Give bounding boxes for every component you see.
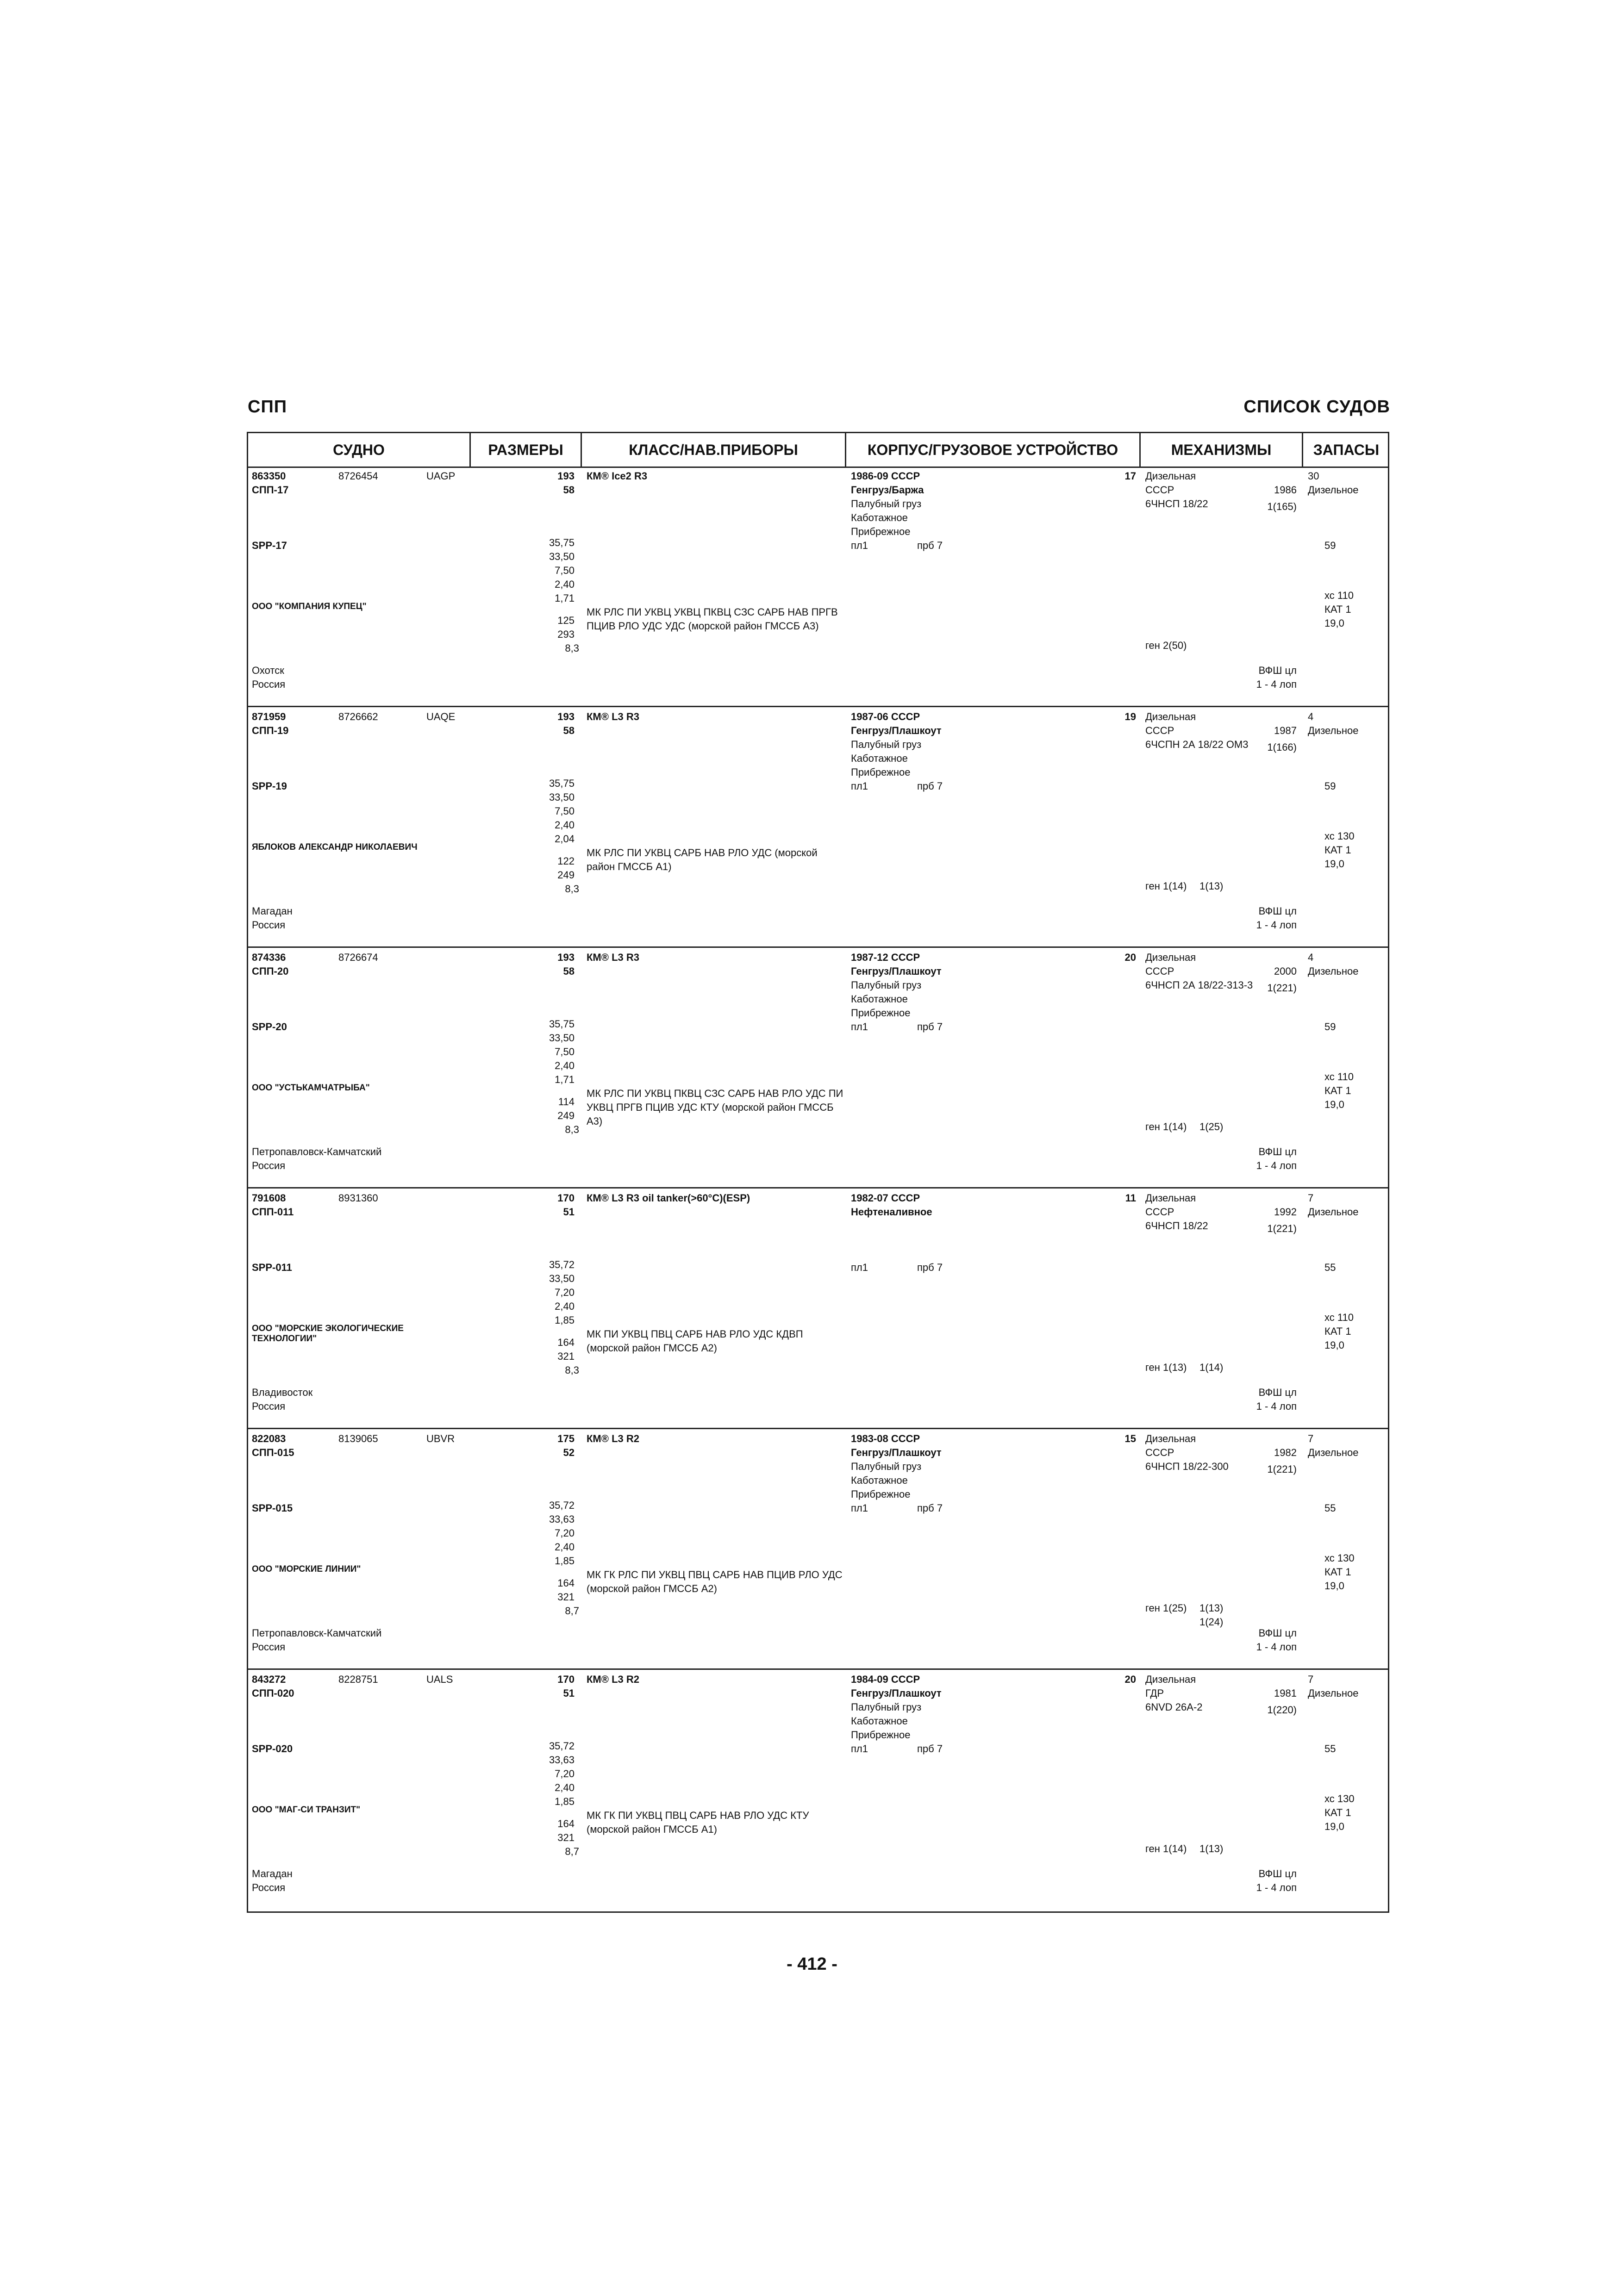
machinery-info: 6ЧНСП 18/22-300 [1145, 1461, 1229, 1472]
engine-count: 1(221) [1267, 982, 1297, 994]
col-header-dimensions: РАЗМЕРЫ [488, 442, 563, 458]
country: Россия [252, 1160, 286, 1171]
hull-info: 1983-08 СССР [851, 1433, 920, 1444]
ship-entry [248, 1188, 1388, 1429]
dimension-value: 1,71 [555, 1074, 575, 1085]
supplies-value: КАТ 1 [1324, 1807, 1351, 1818]
ship-entry [248, 1429, 1388, 1670]
dimension-value: 125 [557, 615, 575, 626]
hull-info: Каботажное [851, 753, 908, 764]
engine-count: 1(221) [1267, 1223, 1297, 1234]
propeller-blades: 1 - 4 лоп [1256, 1882, 1297, 1893]
dimension-value: 164 [557, 1577, 575, 1589]
supplies-value: хс 130 [1324, 830, 1355, 842]
fuel-type: Дизельное [1308, 965, 1359, 977]
supplies-value: 19,0 [1324, 617, 1344, 629]
ship-name-latin: SPP-011 [252, 1262, 292, 1273]
deck-info: прб 7 [917, 540, 943, 551]
dimension-value: 2,40 [555, 1541, 575, 1553]
dimension-value: 1,71 [555, 592, 575, 604]
class-notation: КМ® L3 R3 oil tanker(>60°C)(ESP) [587, 1192, 750, 1204]
dimension-value: 7,50 [555, 565, 575, 576]
imo-number: 8726662 [338, 711, 378, 722]
ship-name: СПП-19 [252, 725, 289, 736]
deck-info: пл1 [851, 780, 868, 792]
ship-name-latin: SPP-19 [252, 780, 287, 792]
imo-number: 8228751 [338, 1674, 378, 1685]
class-notation: КМ® L3 R2 [587, 1433, 639, 1444]
dimension-value: 35,75 [549, 778, 575, 789]
ship-owner: ООО "КОМПАНИЯ КУПЕЦ" [252, 602, 367, 611]
machinery-info: СССР [1145, 1206, 1174, 1218]
country: Россия [252, 919, 286, 931]
table-header [248, 433, 1388, 468]
dimension-value: 1,85 [555, 1314, 575, 1326]
dimension-value: 2,40 [555, 579, 575, 590]
dimension-value: 249 [557, 869, 575, 881]
machinery-info: 6NVD 26A-2 [1145, 1701, 1203, 1713]
hull-info: Каботажное [851, 1475, 908, 1486]
generator: ген 1(14) [1145, 1843, 1187, 1854]
supplies-value: 19,0 [1324, 1099, 1344, 1110]
registry-number: 871959 [252, 711, 286, 722]
registry-number: 874336 [252, 952, 286, 963]
hull-number: 17 [1124, 470, 1136, 482]
dimension-value: 7,50 [555, 1046, 575, 1058]
dimension-value: 164 [557, 1337, 575, 1348]
machinery-info: СССР [1145, 725, 1174, 736]
dimension-value: 8,7 [565, 1605, 579, 1617]
propeller-blades: 1 - 4 лоп [1256, 678, 1297, 690]
hull-info: Палубный груз [851, 498, 922, 510]
hull-info: Каботажное [851, 512, 908, 523]
machinery-info: Дизельная [1145, 952, 1196, 963]
country: Россия [252, 1882, 286, 1893]
hull-info: Прибрежное [851, 1488, 911, 1500]
home-port: Охотск [252, 665, 284, 676]
propeller-blades: 1 - 4 лоп [1256, 1400, 1297, 1412]
ship-owner: ООО "МАГ-СИ ТРАНЗИТ" [252, 1805, 361, 1815]
engine-count: 1(220) [1267, 1704, 1297, 1716]
hull-info: 1984-09 СССР [851, 1674, 920, 1685]
ship-name: СПП-011 [252, 1206, 294, 1218]
dimension-value: 35,72 [549, 1500, 575, 1511]
supplies-value: КАТ 1 [1324, 844, 1351, 856]
page-header-left: СПП [248, 397, 287, 417]
registry-number: 822083 [252, 1433, 286, 1444]
net-tonnage: 58 [563, 965, 575, 977]
hull-info: Прибрежное [851, 766, 911, 778]
supplies-value: 7 [1308, 1433, 1314, 1444]
ship-owner: ООО "УСТЬКАМЧАТРЫБА" [252, 1083, 370, 1093]
supplies-value: 4 [1308, 952, 1314, 963]
machinery-info: 6ЧСПН 2А 18/22 ОМ3 [1145, 739, 1249, 750]
supplies-value: 55 [1324, 1262, 1336, 1273]
engine-count: 1(166) [1267, 741, 1297, 753]
deck-info: прб 7 [917, 1743, 943, 1755]
generator: ген 1(25) [1145, 1602, 1187, 1614]
generator: 1(13) [1199, 1843, 1224, 1854]
supplies-value: КАТ 1 [1324, 1325, 1351, 1337]
dimension-value: 293 [557, 628, 575, 640]
dimension-value: 2,04 [555, 833, 575, 845]
fuel-type: Дизельное [1308, 1447, 1359, 1458]
supplies-value: 7 [1308, 1192, 1314, 1204]
dimension-value: 114 [558, 1096, 575, 1108]
engine-count: 1(165) [1267, 501, 1297, 512]
gross-tonnage: 170 [557, 1192, 575, 1204]
nav-equipment: МК ГК ПИ УКВЦ ПВЦ САРБ НАВ РЛО УДС КТУ (морской район ГМССБ А1) [587, 1810, 809, 1835]
dimension-value: 8,3 [565, 642, 579, 654]
generator: ген 1(13) [1145, 1362, 1187, 1373]
country: Россия [252, 1400, 286, 1412]
dimension-value: 2,40 [555, 819, 575, 831]
home-port: Петропавловск-Камчатский [252, 1627, 382, 1639]
col-header-hull: КОРПУС/ГРУЗОВОЕ УСТРОЙСТВО [867, 442, 1118, 458]
registry-number: 843272 [252, 1674, 286, 1685]
nav-equipment: МК ГК РЛС ПИ УКВЦ ПВЦ САРБ НАВ ПЦИВ РЛО УДС (морской район ГМССБ А2) [587, 1569, 843, 1594]
machinery-info: Дизельная [1145, 711, 1196, 722]
hull-info: Нефтеналивное [851, 1206, 932, 1218]
call-sign: UAQE [426, 711, 456, 722]
net-tonnage: 51 [563, 1206, 575, 1218]
ship-owner: ООО "МОРСКИЕ ЭКОЛОГИЧЕСКИЕ ТЕХНОЛОГИИ" [252, 1324, 404, 1344]
dimension-value: 8,3 [565, 1124, 579, 1135]
dimension-value: 7,20 [555, 1287, 575, 1298]
ship-name-latin: SPP-015 [252, 1502, 293, 1514]
net-tonnage: 51 [563, 1687, 575, 1699]
supplies-value: 19,0 [1324, 1339, 1344, 1351]
engine-year: 1982 [1274, 1447, 1297, 1458]
engine-year: 1981 [1274, 1687, 1297, 1699]
propeller: ВФШ цл [1258, 1868, 1297, 1879]
machinery-info: СССР [1145, 965, 1174, 977]
deck-info: пл1 [851, 1743, 868, 1755]
class-notation: КМ® L3 R2 [587, 1674, 639, 1685]
supplies-value: 19,0 [1324, 1821, 1344, 1832]
ship-owner: ООО "МОРСКИЕ ЛИНИИ" [252, 1564, 361, 1574]
hull-info: Каботажное [851, 993, 908, 1005]
hull-number: 20 [1124, 952, 1136, 963]
hull-number: 20 [1124, 1674, 1136, 1685]
country: Россия [252, 678, 286, 690]
generator: ген 1(14) [1145, 880, 1187, 892]
fuel-type: Дизельное [1308, 725, 1359, 736]
supplies-value: 30 [1308, 470, 1319, 482]
supplies-value: 19,0 [1324, 858, 1344, 870]
dimension-value: 2,40 [555, 1060, 575, 1071]
supplies-value: 19,0 [1324, 1580, 1344, 1592]
dimension-value: 249 [557, 1110, 575, 1121]
imo-number: 8726454 [338, 470, 378, 482]
hull-info: 1982-07 СССР [851, 1192, 920, 1204]
supplies-value: 4 [1308, 711, 1314, 722]
hull-info: Генгруз/Плашкоут [851, 1447, 942, 1458]
deck-info: прб 7 [917, 1502, 943, 1514]
machinery-info: Дизельная [1145, 1674, 1196, 1685]
propeller: ВФШ цл [1258, 665, 1297, 676]
deck-info: пл1 [851, 1262, 868, 1273]
call-sign: UALS [426, 1674, 453, 1685]
dimension-value: 8,3 [565, 883, 579, 895]
machinery-info: ГДР [1145, 1687, 1164, 1699]
machinery-info: СССР [1145, 484, 1174, 496]
nav-equipment: МК РЛС ПИ УКВЦ САРБ НАВ РЛО УДС (морской район ГМССБ А1) [587, 847, 818, 872]
propeller-blades: 1 - 4 лоп [1256, 919, 1297, 931]
home-port: Магадан [252, 905, 293, 917]
hull-number: 11 [1125, 1192, 1136, 1204]
machinery-info: 6ЧНСП 18/22 [1145, 1220, 1208, 1232]
deck-info: пл1 [851, 1021, 868, 1033]
nav-equipment: МК ПИ УКВЦ ПВЦ САРБ НАВ РЛО УДС КДВП (морской район ГМССБ А2) [587, 1328, 803, 1354]
dimension-value: 8,3 [565, 1364, 579, 1376]
supplies-value: КАТ 1 [1324, 1566, 1351, 1578]
dimension-value: 8,7 [565, 1846, 579, 1857]
net-tonnage: 58 [563, 484, 575, 496]
hull-info: 1987-12 СССР [851, 952, 920, 963]
home-port: Петропавловск-Камчатский [252, 1146, 382, 1157]
gross-tonnage: 193 [557, 952, 575, 963]
deck-info: пл1 [851, 540, 868, 551]
dimension-value: 321 [557, 1832, 575, 1843]
dimension-value: 33,50 [549, 1273, 575, 1284]
hull-info: Прибрежное [851, 1007, 911, 1019]
gross-tonnage: 193 [557, 470, 575, 482]
fuel-type: Дизельное [1308, 1687, 1359, 1699]
hull-info: Генгруз/Баржа [851, 484, 924, 496]
net-tonnage: 58 [563, 725, 575, 736]
ship-name-latin: SPP-17 [252, 540, 287, 551]
generator: 1(25) [1199, 1121, 1224, 1132]
generator: ген 1(14) [1145, 1121, 1187, 1132]
class-notation: КМ® L3 R3 [587, 952, 639, 963]
ship-entry [248, 1670, 1388, 1910]
col-header-supplies: ЗАПАСЫ [1313, 442, 1380, 458]
ship-name: СПП-020 [252, 1687, 294, 1699]
ships-table [247, 432, 1389, 1913]
imo-number: 8726674 [338, 952, 378, 963]
ship-owner: ЯБЛОКОВ АЛЕКСАНДР НИКОЛАЕВИЧ [252, 842, 418, 852]
supplies-value: КАТ 1 [1324, 604, 1351, 615]
supplies-value: хс 110 [1324, 1312, 1354, 1323]
machinery-info: Дизельная [1145, 1433, 1196, 1444]
machinery-info: Дизельная [1145, 470, 1196, 482]
hull-number: 15 [1124, 1433, 1136, 1444]
hull-info: Палубный груз [851, 739, 922, 750]
dimension-value: 1,85 [555, 1555, 575, 1567]
generator: 1(13) [1199, 1602, 1224, 1614]
gross-tonnage: 193 [557, 711, 575, 722]
col-header-ship: СУДНО [333, 442, 385, 458]
dimension-value: 35,75 [549, 1018, 575, 1030]
dimension-value: 7,20 [555, 1527, 575, 1539]
supplies-value: КАТ 1 [1324, 1085, 1351, 1096]
deck-info: прб 7 [917, 1021, 943, 1033]
dimension-value: 164 [557, 1818, 575, 1829]
generator: 1(24) [1199, 1616, 1224, 1628]
gross-tonnage: 175 [557, 1433, 575, 1444]
engine-year: 1987 [1274, 725, 1297, 736]
propeller: ВФШ цл [1258, 1387, 1297, 1398]
class-notation: КМ® L3 R3 [587, 711, 639, 722]
dimension-value: 35,72 [549, 1740, 575, 1752]
supplies-value: хс 130 [1324, 1552, 1355, 1564]
generator: ген 2(50) [1145, 640, 1187, 651]
ship-name: СПП-20 [252, 965, 289, 977]
propeller-blades: 1 - 4 лоп [1256, 1160, 1297, 1171]
page-header-right: СПИСОК СУДОВ [1243, 397, 1390, 417]
supplies-value: 7 [1308, 1674, 1314, 1685]
ship-entry [248, 467, 1388, 707]
dimension-value: 7,20 [555, 1768, 575, 1780]
ship-entry [248, 948, 1388, 1188]
machinery-info: СССР [1145, 1447, 1174, 1458]
hull-info: 1986-09 СССР [851, 470, 920, 482]
hull-info: Генгруз/Плашкоут [851, 1687, 942, 1699]
machinery-info: 6ЧНСП 18/22 [1145, 498, 1208, 510]
hull-info: Генгруз/Плашкоут [851, 965, 942, 977]
supplies-value: 59 [1324, 780, 1336, 792]
deck-info: прб 7 [917, 780, 943, 792]
nav-equipment: МК РЛС ПИ УКВЦ УКВЦ ПКВЦ СЗС САРБ НАВ ПРГВ ПЦИВ РЛО УДС УДС (морской район ГМССБ А3) [587, 606, 838, 632]
engine-year: 1992 [1274, 1206, 1297, 1218]
registry-number: 791608 [252, 1192, 286, 1204]
ship-name: СПП-015 [252, 1447, 294, 1458]
hull-info: Генгруз/Плашкоут [851, 725, 942, 736]
engine-year: 1986 [1274, 484, 1297, 496]
dimension-value: 33,50 [549, 551, 575, 562]
ship-name: СПП-17 [252, 484, 289, 496]
deck-info: прб 7 [917, 1262, 943, 1273]
col-header-class: КЛАСС/НАВ.ПРИБОРЫ [629, 442, 798, 458]
supplies-value: 55 [1324, 1743, 1336, 1755]
supplies-value: хс 110 [1324, 1071, 1354, 1083]
dimension-value: 2,40 [555, 1782, 575, 1793]
hull-number: 19 [1124, 711, 1136, 722]
ship-entry [248, 707, 1388, 948]
dimension-value: 33,63 [549, 1754, 575, 1766]
imo-number: 8931360 [338, 1192, 378, 1204]
col-header-machinery: МЕХАНИЗМЫ [1171, 442, 1272, 458]
hull-info: Прибрежное [851, 526, 911, 537]
ship-name-latin: SPP-20 [252, 1021, 287, 1033]
ship-name-latin: SPP-020 [252, 1743, 293, 1755]
country: Россия [252, 1641, 286, 1653]
imo-number: 8139065 [338, 1433, 378, 1444]
supplies-value: хс 110 [1324, 590, 1354, 601]
home-port: Магадан [252, 1868, 293, 1879]
page-number: - 412 - [787, 1954, 837, 1974]
propeller: ВФШ цл [1258, 905, 1297, 917]
dimension-value: 35,75 [549, 537, 575, 548]
generator: 1(14) [1199, 1362, 1224, 1373]
dimension-value: 33,63 [549, 1513, 575, 1525]
dimension-value: 2,40 [555, 1300, 575, 1312]
deck-info: пл1 [851, 1502, 868, 1514]
dimension-value: 33,50 [549, 791, 575, 803]
dimension-value: 33,50 [549, 1032, 575, 1044]
dimension-value: 1,85 [555, 1796, 575, 1807]
engine-year: 2000 [1274, 965, 1297, 977]
propeller: ВФШ цл [1258, 1146, 1297, 1157]
dimension-value: 7,50 [555, 805, 575, 817]
supplies-value: хс 130 [1324, 1793, 1355, 1804]
supplies-value: 59 [1324, 540, 1336, 551]
fuel-type: Дизельное [1308, 484, 1359, 496]
class-notation: КМ® Ice2 R3 [587, 470, 648, 482]
hull-info: Палубный груз [851, 1701, 922, 1713]
net-tonnage: 52 [563, 1447, 575, 1458]
machinery-info: Дизельная [1145, 1192, 1196, 1204]
dimension-value: 122 [557, 855, 575, 867]
generator: 1(13) [1199, 880, 1224, 892]
propeller-blades: 1 - 4 лоп [1256, 1641, 1297, 1653]
dimension-value: 35,72 [549, 1259, 575, 1270]
dimension-value: 321 [557, 1591, 575, 1603]
hull-info: Прибрежное [851, 1729, 911, 1741]
machinery-info: 6ЧНСП 2А 18/22-313-3 [1145, 979, 1253, 991]
dimension-value: 321 [557, 1350, 575, 1362]
nav-equipment: МК РЛС ПИ УКВЦ ПКВЦ СЗС САРБ НАВ РЛО УДС ПИ УКВЦ ПРГВ ПЦИВ УДС КТУ (морской район ГМССБ А3) [587, 1088, 843, 1127]
hull-info: Палубный груз [851, 979, 922, 991]
gross-tonnage: 170 [557, 1674, 575, 1685]
supplies-value: 55 [1324, 1502, 1336, 1514]
home-port: Владивосток [252, 1387, 313, 1398]
propeller: ВФШ цл [1258, 1627, 1297, 1639]
call-sign: UBVR [426, 1433, 455, 1444]
call-sign: UAGP [426, 470, 456, 482]
hull-info: Каботажное [851, 1715, 908, 1727]
supplies-value: 59 [1324, 1021, 1336, 1033]
engine-count: 1(221) [1267, 1463, 1297, 1475]
hull-info: Палубный груз [851, 1461, 922, 1472]
registry-number: 863350 [252, 470, 286, 482]
fuel-type: Дизельное [1308, 1206, 1359, 1218]
hull-info: 1987-06 СССР [851, 711, 920, 722]
